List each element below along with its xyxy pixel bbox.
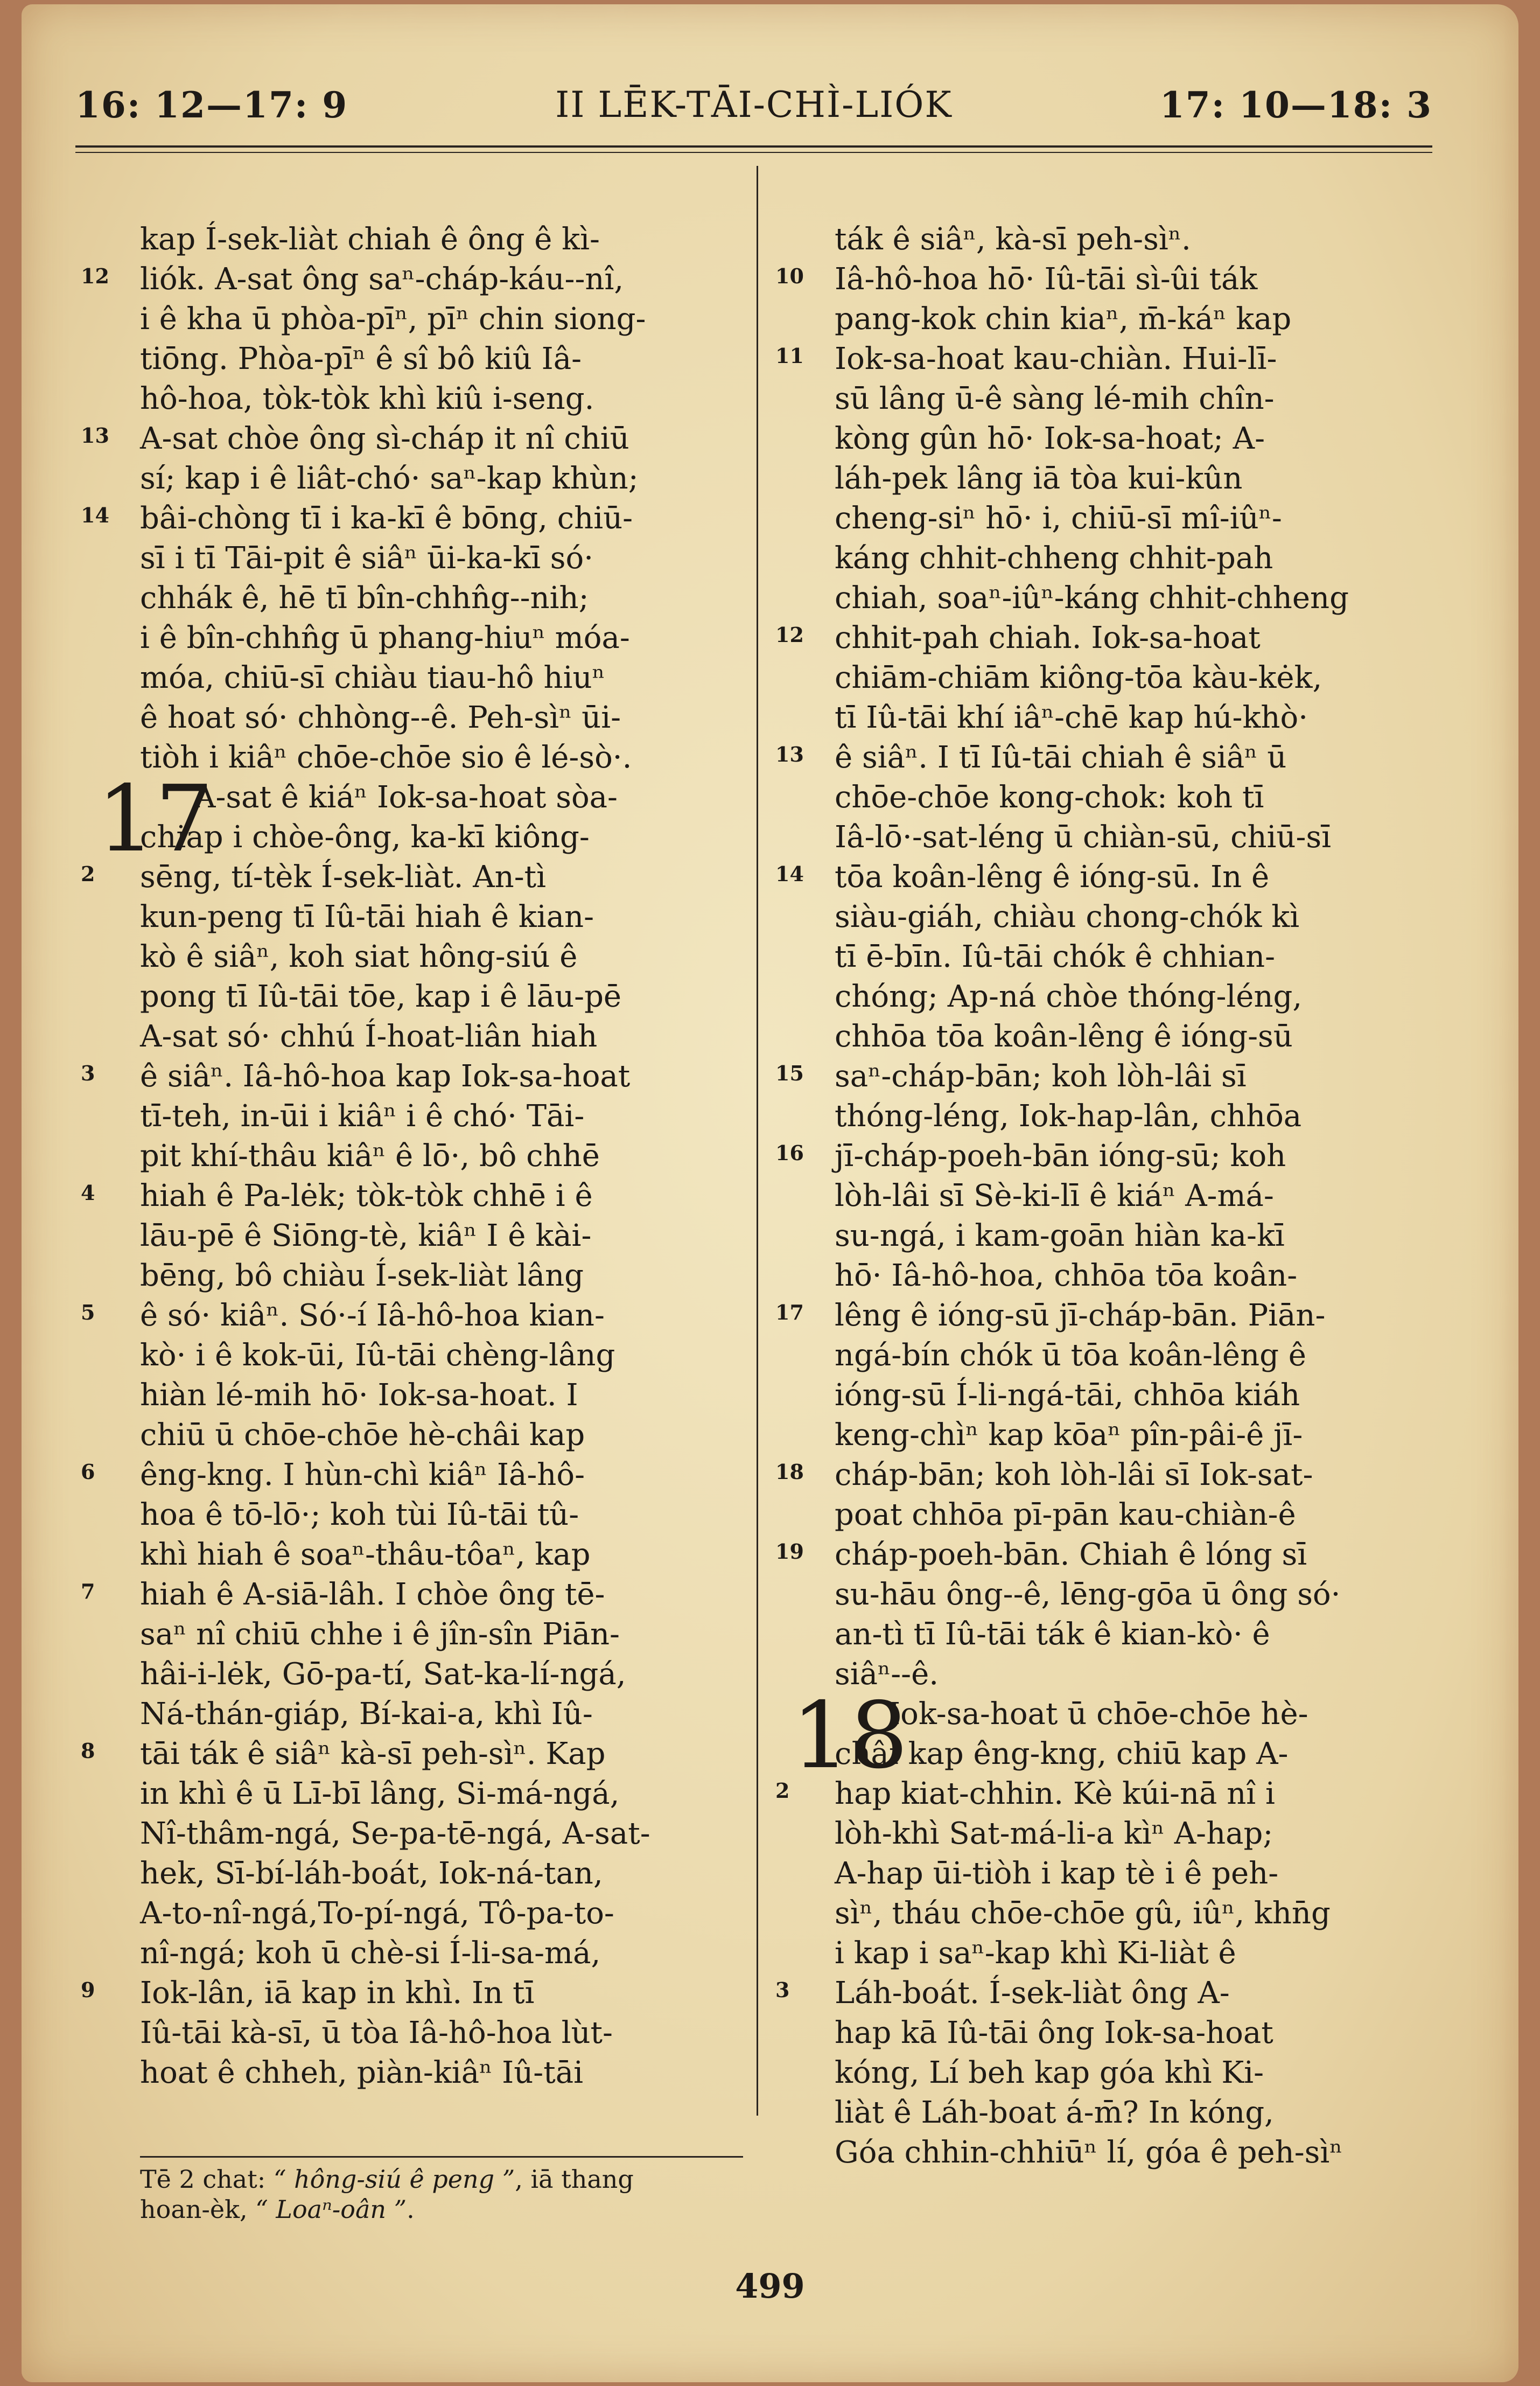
line-text: chhōa tōa koân-lêng ê ióng-sū [835,1019,1293,1054]
text-line [775,379,1459,419]
text-line [775,1176,1459,1216]
line-text: lāu-pē ê Siōng-tè, kiâⁿ I ê kài- [140,1218,592,1253]
verse-number: 6 [81,1460,95,1484]
header-book-title: II LĒK-TĀI-CHÌ-LIÓK [555,84,953,125]
text-line [81,1256,743,1296]
line-text: siàu-giáh, chiàu chong-chók kì [835,899,1300,934]
line-text: pong tī Iû-tāi tōe, kap i ê lāu-pē [140,979,622,1014]
line-text: thóng-léng, Iok-hap-lân, chhōa [835,1099,1302,1134]
text-line [775,1136,1459,1176]
line-text: tī ē-bīn. Iû-tāi chók ê chhian- [835,939,1276,974]
line-text: kun-peng tī Iû-tāi hiah ê kian- [140,899,594,934]
text-line [81,618,743,658]
text-line [81,1097,743,1136]
text-line [81,1655,743,1694]
verse-number: 18 [775,1460,804,1484]
line-text: chiū ū chōe-chōe hè-châi kap [140,1418,585,1453]
line-text: cháp-poeh-bān. Chiah ê lóng sī [835,1537,1307,1572]
verse-number: 4 [81,1181,95,1205]
line-text: Iok-lân, iā kap in khì. In tī [140,1976,535,2011]
text-line [775,1415,1459,1455]
text-line [775,738,1459,778]
line-text: A-sat só· chhú Í-hoat-liân hiah [140,1019,598,1054]
text-line [81,1057,743,1097]
line-text: poat chhōa pī-pān kau-chiàn-ê [835,1497,1296,1532]
line-text: ióng-sū Í-li-ngá-tāi, chhōa kiáh [835,1378,1300,1413]
text-line [81,1894,743,1934]
line-text: su-hāu ông--ê, lēng-gōa ū ông só· [835,1577,1341,1612]
text-line [81,339,743,379]
text-line [775,778,1459,818]
text-line [775,1256,1459,1296]
line-text: hiah ê Pa-lėk; tòk-tòk chhē i ê [140,1178,593,1213]
text-line [775,1854,1459,1894]
line-text: Nî-thâm-ngá, Se-pa-tē-ngá, A-sat- [140,1816,650,1851]
line-text: ê siâⁿ. Iâ-hô-hoa kap Iok-sa-hoat [140,1059,631,1094]
line-text: hō· Iâ-hô-hoa, chhōa tōa koân- [835,1258,1298,1293]
text-line [775,1934,1459,1973]
text-line [81,818,743,857]
text-line [775,1376,1459,1415]
line-text: tiòh i kiâⁿ chōe-chōe sio ê lé-sò·. [140,740,632,775]
line-text: hoa ê tō-lō·; koh tùi Iû-tāi tû- [140,1497,579,1532]
line-text: hâi-i-lėk, Gō-pa-tí, Sat-ka-lí-ngá, [140,1657,626,1692]
text-line [81,698,743,738]
text-line [81,1296,743,1336]
line-text: tī-teh, in-ūi i kiâⁿ i ê chó· Tāi- [140,1099,585,1134]
text-line [775,658,1459,698]
line-text: saⁿ-cháp-bān; koh lòh-lâi sī [835,1059,1247,1094]
line-text: hap kiat-chhin. Kè kúi-nā nî i [835,1776,1275,1811]
line-text: keng-chìⁿ kap kōaⁿ pîn-pâi-ê jī- [835,1418,1303,1453]
text-line [81,1734,743,1774]
line-text: sí; kap i ê liât-chó· saⁿ-kap khùn; [140,461,639,496]
verse-number: 12 [81,264,109,288]
verse-number: 10 [775,264,804,288]
text-line [775,618,1459,658]
text-line [81,2053,743,2093]
text-line [81,1376,743,1415]
line-text: Láh-boát. Í-sek-liàt ông A- [835,1976,1230,2011]
text-line [775,578,1459,618]
line-text: ê só· kiâⁿ. Só·-í Iâ-hô-hoa kian- [140,1298,605,1333]
line-text: bâi-chòng tī i ka-kī ê bōng, chiū- [140,501,633,536]
text-line [81,459,743,499]
line-text: nî-ngá; koh ū chè-si Í-li-sa-má, [140,1936,601,1971]
line-text: ngá-bín chók ū tōa koân-lêng ê [835,1338,1306,1373]
verse-number: 9 [81,1978,95,2002]
line-text: hap kā Iû-tāi ông Iok-sa-hoat [835,2015,1273,2050]
text-line [81,499,743,539]
verse-number: 5 [81,1300,95,1324]
line-text: chóng; Ap-ná chòe thóng-léng, [835,979,1303,1014]
text-line [81,1814,743,1854]
text-line [775,1734,1459,1774]
text-line [81,299,743,339]
text-line [81,1575,743,1615]
verse-number: 19 [775,1539,804,1564]
text-line [81,419,743,459]
text-line [81,1535,743,1575]
footnote-line-1: Tē 2 chat: “ hông-siú ê peng ”, iā thang [140,2165,634,2194]
column-divider [757,166,758,2116]
verse-number: 2 [81,862,95,886]
line-text: hiah ê A-siā-lâh. I chòe ông tē- [140,1577,605,1612]
text-line [775,1455,1459,1495]
line-text: chiap i chòe-ông, ka-kī kiông- [140,820,590,855]
line-text: siâⁿ--ê. [835,1657,939,1692]
text-line [81,1176,743,1216]
verse-number: 16 [775,1141,804,1165]
line-text: kò· i ê kok-ūi, Iû-tāi chèng-lâng [140,1338,615,1373]
text-line [775,1097,1459,1136]
text-line [775,2093,1459,2133]
text-line [81,220,743,260]
text-line [81,578,743,618]
line-text: hiàn lé-mih hō· Iok-sa-hoat. I [140,1378,578,1413]
line-text: i kap i saⁿ-kap khì Ki-liàt ê [835,1936,1236,1971]
verse-number: 14 [81,503,109,527]
text-line [81,1774,743,1814]
running-header [75,84,1432,138]
text-line [81,1455,743,1495]
line-text: lòh-khì Sat-má-li-a kìⁿ A-hap; [835,1816,1273,1851]
text-line [775,1973,1459,2013]
verse-number: 17 [775,1300,804,1324]
text-line [775,459,1459,499]
line-text: liàt ê Láh-boat á-m̄? In kóng, [835,2095,1274,2130]
chapter-number: 18 [792,1683,908,1789]
text-line [81,977,743,1017]
verse-number: 7 [81,1579,95,1603]
line-text: Ná-thán-giáp, Bí-kai-a, khì Iû- [140,1697,593,1732]
line-text: i ê kha ū phòa-pīⁿ, pīⁿ chin siong- [140,302,646,337]
text-line [775,1575,1459,1615]
text-line [81,857,743,897]
verse-number: 13 [81,423,109,448]
verse-number: 13 [775,742,804,766]
text-line [81,1415,743,1455]
line-text: chhák ê, hē tī bîn-chhn̂g--nih; [140,581,589,616]
line-text: liók. A-sat ông saⁿ-cháp-káu--nî, [140,262,624,297]
text-line [775,2133,1459,2173]
text-line [775,698,1459,738]
line-text: jī-cháp-poeh-bān ióng-sū; koh [835,1139,1286,1174]
text-line [81,897,743,937]
page-number: 499 [735,2266,805,2306]
line-text: móa, chiū-sī chiàu tiau-hô hiuⁿ [140,660,605,695]
line-text: pang-kok chin kiaⁿ, m̄-káⁿ kap [835,302,1292,337]
text-line [81,2013,743,2053]
header-rule-thin [75,152,1432,153]
line-text: su-ngá, i kam-goān hiàn ka-kī [835,1218,1285,1253]
text-line [81,379,743,419]
text-line [775,339,1459,379]
verse-number: 3 [775,1978,790,2002]
line-text: ê siâⁿ. I tī Iû-tāi chiah ê siâⁿ ū [835,740,1287,775]
book-page [22,4,1518,2382]
text-line [775,299,1459,339]
text-line [81,1854,743,1894]
text-line [775,1814,1459,1854]
text-line [775,1535,1459,1575]
footnote-line-2: hoan-èk, “ Loaⁿ-oân ”. [140,2195,415,2224]
line-text: khì hiah ê soaⁿ-thâu-tôaⁿ, kap [140,1537,591,1572]
line-text: tāi ták ê siâⁿ kà-sī peh-sìⁿ. Kap [140,1736,606,1771]
text-line [81,260,743,299]
line-text: sī i tī Tāi-pit ê siâⁿ ūi-ka-kī só· [140,541,594,576]
text-line [81,1017,743,1057]
verse-number: 3 [81,1061,95,1085]
line-text: Iok-sa-hoat kau-chiàn. Hui-lī- [835,341,1277,376]
line-text: Iû-tāi kà-sī, ū tòa Iâ-hô-hoa lùt- [140,2015,613,2050]
line-text: lêng ê ióng-sū jī-cháp-bān. Piān- [835,1298,1326,1333]
verse-number: 12 [775,623,804,647]
text-line [775,1894,1459,1934]
line-text: A-to-nî-ngá,To-pí-ngá, Tô-pa-to- [140,1896,614,1931]
line-text: kòng gûn hō· Iok-sa-hoat; A- [835,421,1265,456]
line-text: in khì ê ū Lī-bī lâng, Si-má-ngá, [140,1776,620,1811]
line-text: bēng, bô chiàu Í-sek-liàt lâng [140,1258,584,1293]
text-line [81,1336,743,1376]
line-text: A-sat chòe ông sì-cháp it nî chiū [140,421,629,456]
line-text: sìⁿ, tháu chōe-chōe gû, iûⁿ, khn̄g [835,1896,1331,1931]
text-line [81,658,743,698]
text-line [81,1694,743,1734]
text-line [775,1017,1459,1057]
verse-number: 2 [775,1778,790,1803]
line-text: saⁿ nî chiū chhe i ê jîn-sîn Piān- [140,1617,620,1652]
text-line [775,857,1459,897]
line-text: hek, Sī-bí-láh-boát, Iok-ná-tan, [140,1856,603,1891]
line-text: sū lâng ū-ê sàng lé-mih chîn- [835,381,1275,416]
line-text: ták ê siâⁿ, kà-sī peh-sìⁿ. [835,222,1191,257]
text-line [775,499,1459,539]
line-text: kò ê siâⁿ, koh siat hông-siú ê [140,939,578,974]
line-text: chiah, soaⁿ-iûⁿ-káng chhit-chheng [835,581,1349,616]
header-right-reference: 17: 10—18: 3 [1159,84,1432,126]
verse-number: 15 [775,1061,804,1085]
text-line [81,1973,743,2013]
text-line [81,937,743,977]
text-line [775,1216,1459,1256]
line-text: kap Í-sek-liàt chiah ê ông ê kì- [140,222,600,257]
text-line [81,1615,743,1655]
text-line [775,1336,1459,1376]
line-text: A-sat ê kiáⁿ Iok-sa-hoat sòa- [194,780,618,815]
verse-number: 14 [775,862,804,886]
text-line [775,937,1459,977]
header-rule [75,145,1432,148]
line-text: cheng-siⁿ hō· i, chiū-sī mî-iûⁿ- [835,501,1282,536]
text-line [81,539,743,578]
text-line [775,1774,1459,1814]
text-line [81,1934,743,1973]
footnote [140,2164,743,2224]
line-text: chhit-pah chiah. Iok-sa-hoat [835,620,1261,655]
text-line [775,2013,1459,2053]
line-text: chiām-chiām kiông-tōa kàu-kėk, [835,660,1322,695]
header-left-reference: 16: 12—17: 9 [75,84,348,126]
text-line [775,419,1459,459]
line-text: Góa chhin-chhiūⁿ lí, góa ê peh-sìⁿ [835,2135,1343,2170]
chapter-number: 17 [97,766,214,873]
line-text: an-tì tī Iû-tāi ták ê kian-kò· ê [835,1617,1270,1652]
line-text: lòh-lâi sī Sè-ki-lī ê kiáⁿ A-má- [835,1178,1274,1213]
text-line [775,539,1459,578]
line-text: sēng, tí-tèk Í-sek-liàt. An-tì [140,860,547,895]
verse-number: 8 [81,1739,95,1763]
text-line [81,1136,743,1176]
line-text: êng-kng. I hùn-chì kiâⁿ Iâ-hô- [140,1457,585,1492]
text-line [775,260,1459,299]
line-text: tiōng. Phòa-pīⁿ ê sî bô kiû Iâ- [140,341,582,376]
line-text: i ê bîn-chhn̂g ū phang-hiuⁿ móa- [140,620,630,655]
line-text: pit khí-thâu kiâⁿ ê lō·, bô chhē [140,1139,600,1174]
line-text: châi kap êng-kng, chiū kap A- [835,1736,1289,1771]
line-text: hoat ê chheh, piàn-kiâⁿ Iû-tāi [140,2055,584,2090]
right-column [775,220,1459,2173]
text-line [775,1057,1459,1097]
line-text: láh-pek lâng iā tòa kui-kûn [835,461,1243,496]
line-text: hô-hoa, tòk-tòk khì kiû i-seng. [140,381,594,416]
text-line [81,1495,743,1535]
line-text: chōe-chōe kong-chok: koh tī [835,780,1264,815]
line-text: Iâ-lō·-sat-léng ū chiàn-sū, chiū-sī [835,820,1332,855]
line-text: káng chhit-chheng chhit-pah [835,541,1273,576]
line-text: ê hoat só· chhòng--ê. Peh-sìⁿ ūi- [140,700,621,735]
text-line [775,2053,1459,2093]
text-line [775,977,1459,1017]
line-text: tōa koân-lêng ê ióng-sū. In ê [835,860,1270,895]
line-text: cháp-bān; koh lòh-lâi sī Iok-sat- [835,1457,1313,1492]
left-column [81,220,743,2093]
line-text: A-hap ūi-tiòh i kap tè i ê peh- [835,1856,1279,1891]
text-line [775,1495,1459,1535]
text-line [81,1216,743,1256]
text-line [775,1615,1459,1655]
line-text: kóng, Lí beh kap góa khì Ki- [835,2055,1264,2090]
line-text: Iok-sa-hoat ū chōe-chōe hè- [888,1697,1308,1732]
line-text: Iâ-hô-hoa hō· Iû-tāi sì-ûi ták [835,262,1258,297]
verse-number: 11 [775,344,804,368]
text-line [775,818,1459,857]
text-line [775,897,1459,937]
text-line [775,220,1459,260]
footnote-rule [140,2156,743,2158]
line-text: tī Iû-tāi khí iâⁿ-chē kap hú-khò· [835,700,1308,735]
text-line [775,1296,1459,1336]
